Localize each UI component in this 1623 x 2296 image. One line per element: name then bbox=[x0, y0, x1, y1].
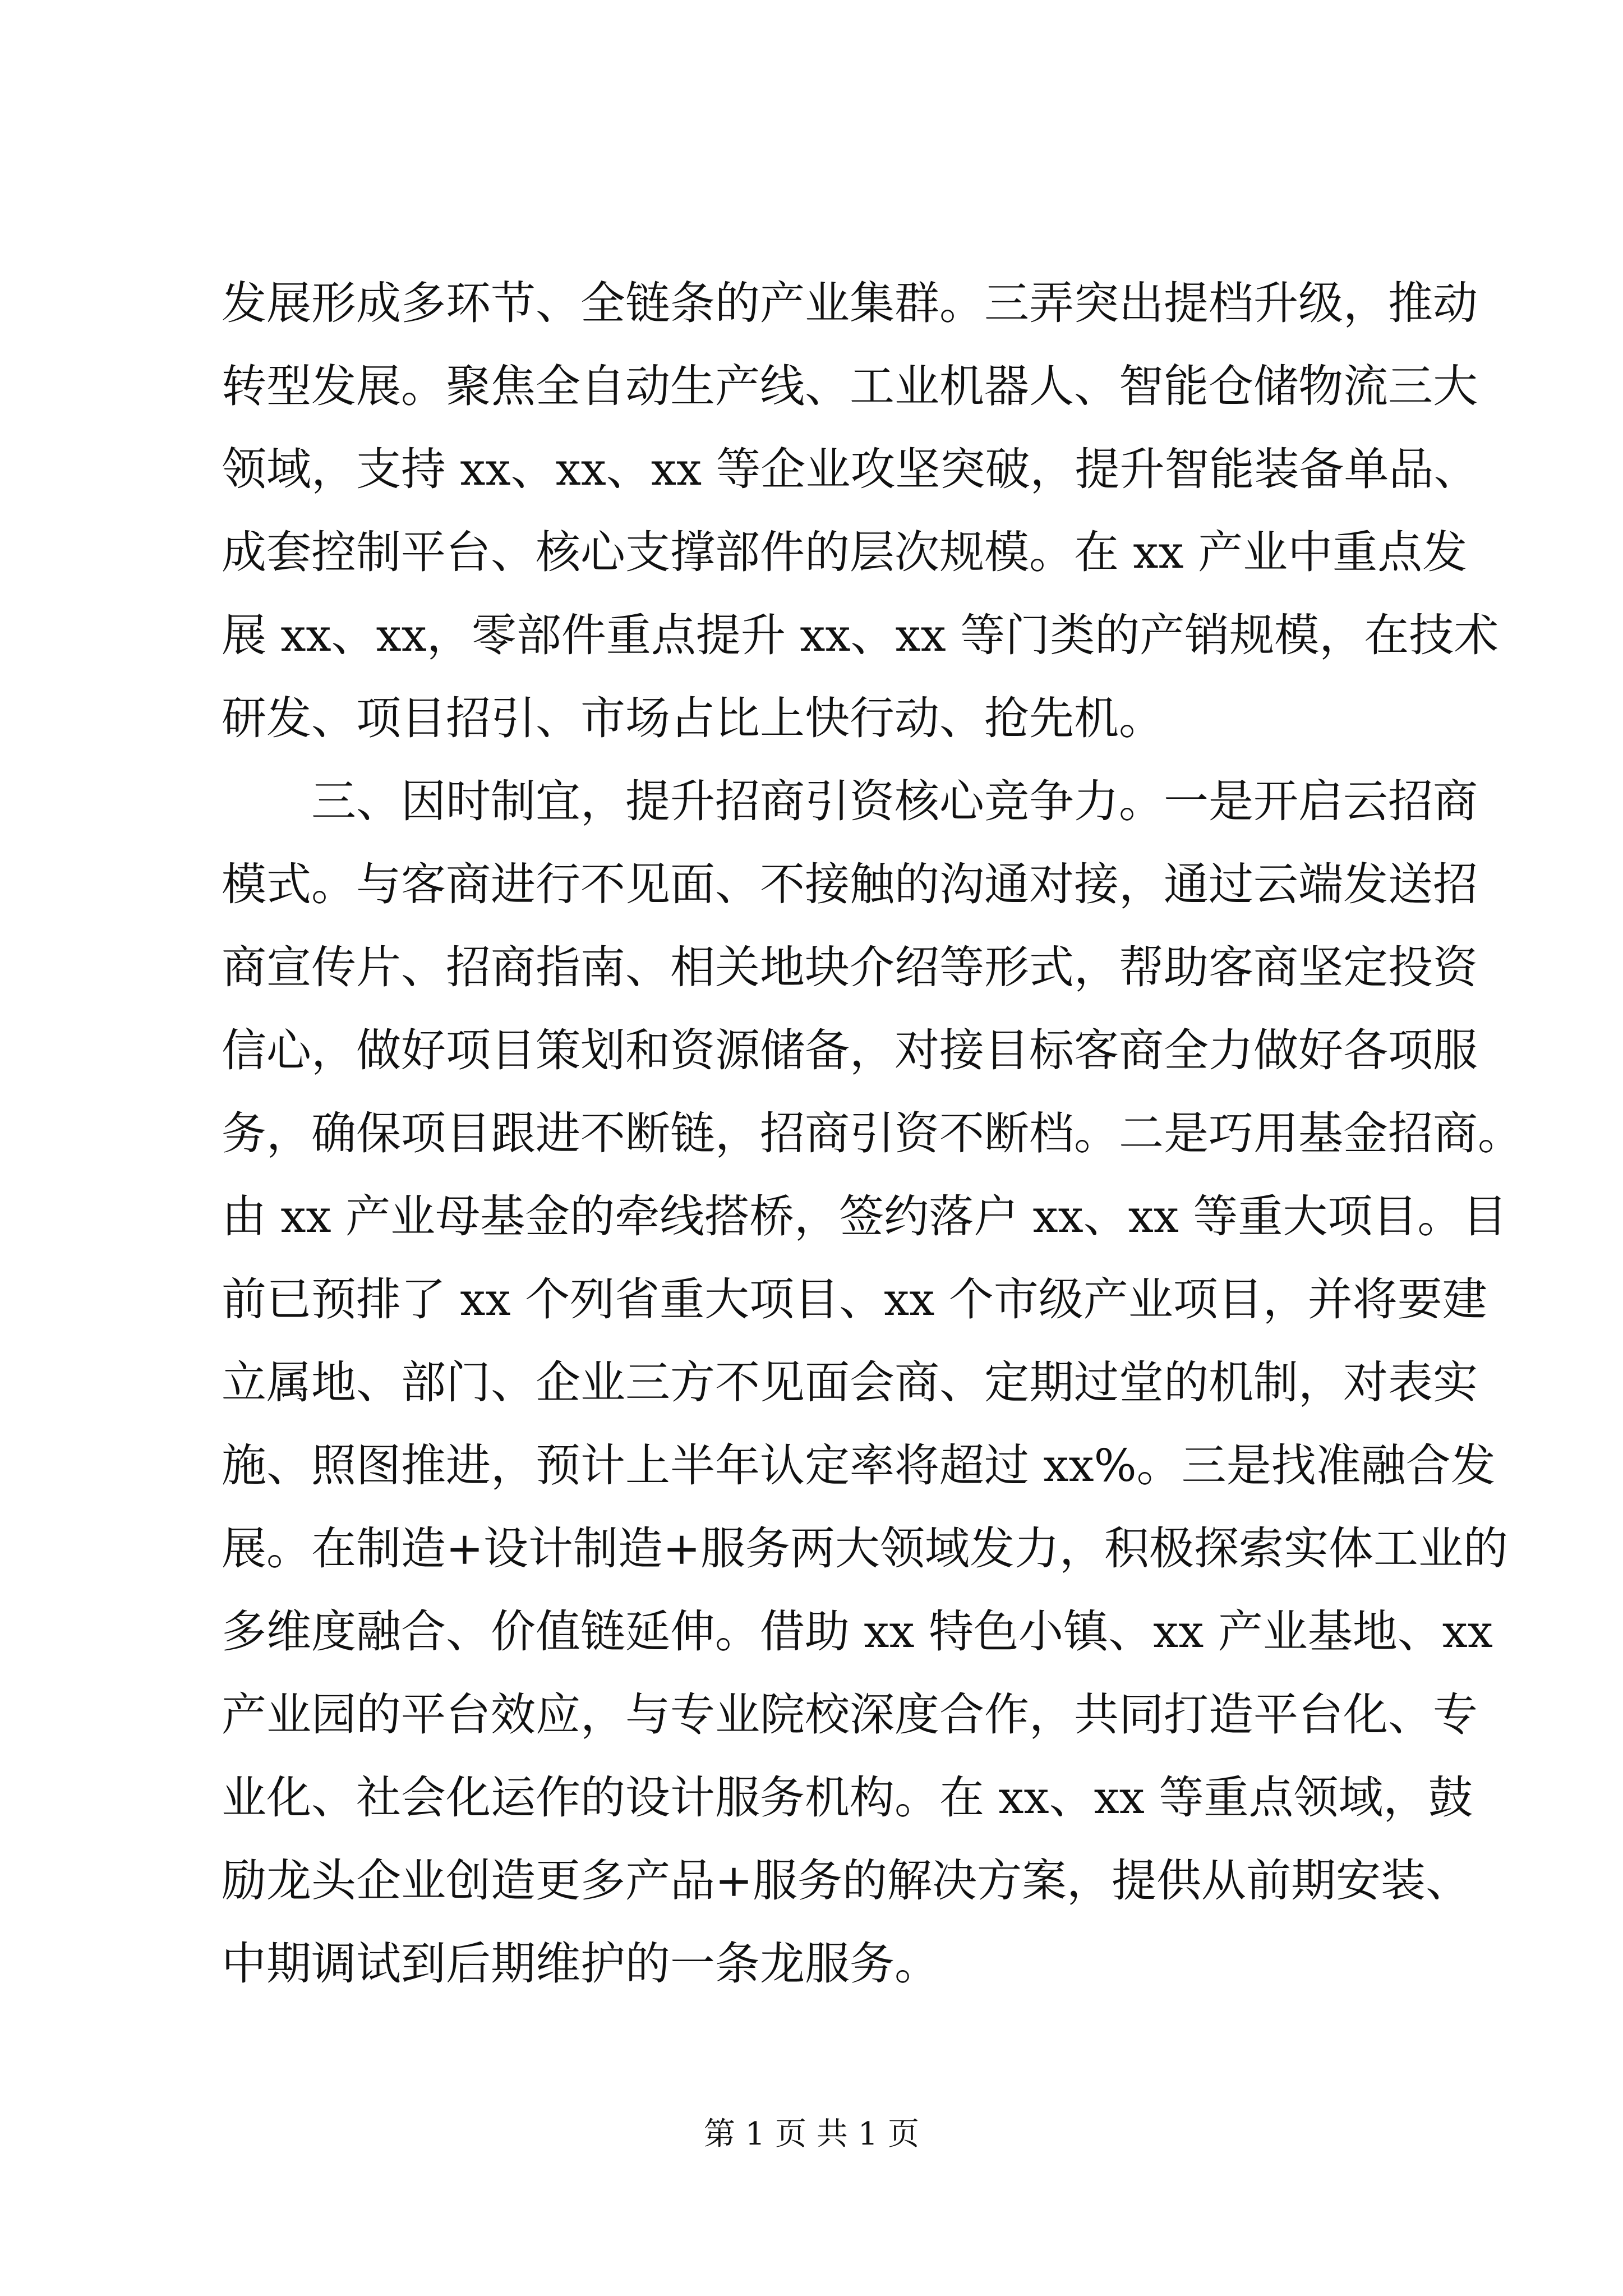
paragraph-2-line-6: 由 xx 产业母基金的牵线搭桥，签约落户 xx、xx 等重大项目。目 bbox=[222, 1190, 1507, 1243]
paragraph-2-line-9: 施、照图推进，预计上半年认定率将超过 xx%。三是找准融合发 bbox=[222, 1439, 1496, 1492]
paragraph-1-line-2: 转型发展。聚焦全自动生产线、工业机器人、智能仓储物流三大 bbox=[222, 360, 1478, 412]
paragraph-1-line-1: 发展形成多环节、全链条的产业集群。三弄突出提档升级，推动 bbox=[222, 277, 1478, 329]
page-number-footer: 第 1 页 共 1 页 bbox=[703, 2116, 920, 2152]
paragraph-1-line-4: 成套控制平台、核心支撑部件的层次规模。在 xx 产业中重点发 bbox=[222, 526, 1468, 578]
paragraph-2-line-11: 多维度融合、价值链延伸。借助 xx 特色小镇、xx 产业基地、xx bbox=[222, 1605, 1493, 1658]
paragraph-2-line-8: 立属地、部门、企业三方不见面会商、定期过堂的机制，对表实 bbox=[222, 1356, 1478, 1409]
paragraph-2-line-13: 业化、社会化运作的设计服务机构。在 xx、xx 等重点领域，鼓 bbox=[222, 1772, 1473, 1824]
paragraph-2-line-3: 商宣传片、招商指南、相关地块介绍等形式，帮助客商坚定投资 bbox=[222, 941, 1478, 993]
paragraph-1-line-3: 领域，支持 xx、xx、xx 等企业攻坚突破，提升智能装备单品、 bbox=[222, 443, 1479, 495]
paragraph-2-line-4: 信心，做好项目策划和资源储备，对接目标客商全力做好各项服 bbox=[222, 1024, 1478, 1076]
paragraph-2-line-10: 展。在制造+设计制造+服务两大领域发力，积极探索实体工业的 bbox=[222, 1522, 1509, 1575]
paragraph-2-line-1: 三、因时制宜，提升招商引资核心竞争力。一是开启云招商 bbox=[311, 775, 1478, 827]
paragraph-2-line-2: 模式。与客商进行不见面、不接触的沟通对接，通过云端发送招 bbox=[222, 858, 1478, 910]
paragraph-1-line-5: 展 xx、xx，零部件重点提升 xx、xx 等门类的产销规模，在技术 bbox=[222, 609, 1499, 661]
paragraph-2-line-15: 中期调试到后期维护的一条龙服务。 bbox=[222, 1938, 939, 1990]
paragraph-2-line-14: 励龙头企业创造更多产品+服务的解决方案，提供从前期安装、 bbox=[222, 1855, 1471, 1907]
document-body bbox=[222, 262, 1523, 2005]
paragraph-2-line-12: 产业园的平台效应，与专业院校深度合作，共同打造平台化、专 bbox=[222, 1688, 1478, 1741]
paragraph-2-line-7: 前已预排了 xx 个列省重大项目、xx 个市级产业项目，并将要建 bbox=[222, 1273, 1487, 1326]
paragraph-2-line-5: 务，确保项目跟进不断链，招商引资不断档。二是巧用基金招商。 bbox=[222, 1107, 1523, 1159]
paragraph-1-line-6: 研发、项目招引、市场占比上快行动、抢先机。 bbox=[222, 692, 1164, 744]
